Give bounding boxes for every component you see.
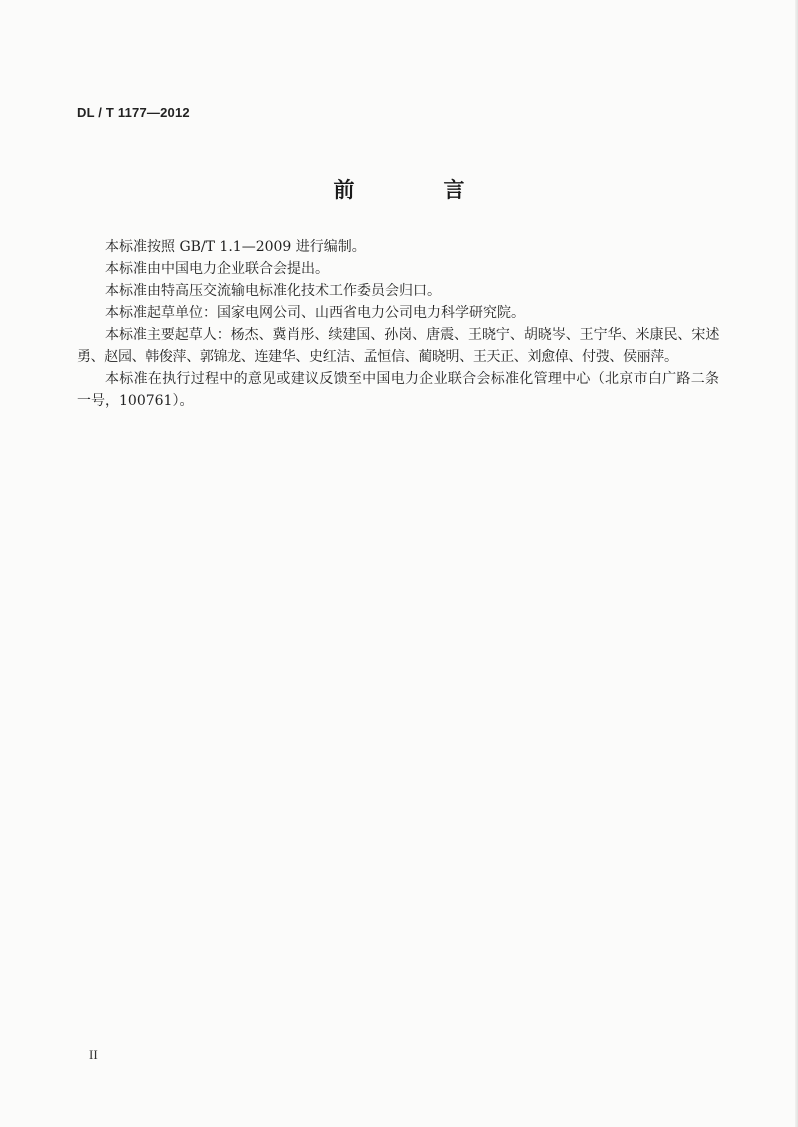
- page-number: II: [89, 1047, 98, 1062]
- paragraph-compilation-basis: 本标准按照 GB/T 1.1—2009 进行编制。: [105, 239, 366, 255]
- foreword-body: [77, 236, 719, 412]
- paragraph-drafting-units: 本标准起草单位：国家电网公司、山西省电力公司电力科学研究院。: [105, 305, 525, 321]
- standard-code: DL / T 1177—2012: [77, 105, 190, 120]
- paragraph-technical-committee: 本标准由特高压交流输电标准化技术工作委员会归口。: [105, 283, 441, 299]
- paragraph-main-drafters: 本标准主要起草人：杨杰、冀肖彤、续建国、孙岗、唐震、王晓宁、胡晓岑、王宁华、米康民、宋述勇、赵园、韩俊萍、郭锦龙、连建华、史红洁、孟恒信、蔺晓明、王天正、刘愈倬、付弢、侯丽萍。: [77, 327, 719, 365]
- paragraph-feedback: 本标准在执行过程中的意见或建议反馈至中国电力企业联合会标准化管理中心（北京市白广路二条一号，100761）。: [77, 371, 719, 409]
- page-title: 前 言: [333, 178, 499, 202]
- paragraph-proposer: 本标准由中国电力企业联合会提出。: [105, 261, 329, 277]
